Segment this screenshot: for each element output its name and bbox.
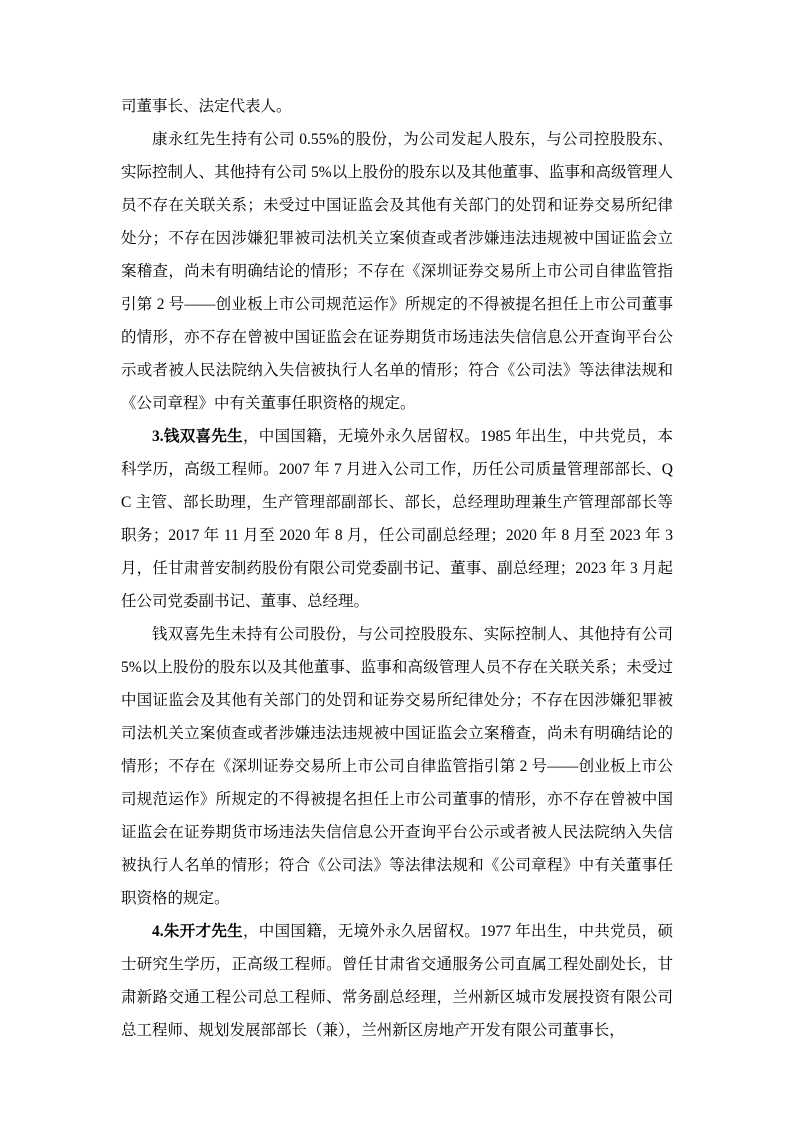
paragraph xyxy=(121,90,673,123)
document-body xyxy=(121,90,673,1047)
paragraph xyxy=(121,915,673,1047)
paragraph-text: 钱双喜先生未持有公司股份，与公司控股股东、实际控制人、其他持有公司5%以上股份的股东以及其他董事、监事和高级管理人员不存在关联关系；未受过中国证监会及其他有关部门的处罚和证券交易所纪律处分；不存在因涉嫌犯罪被司法机关立案侦查或者涉嫌违法违规被中国证监会立案稽查，尚未有明确结论的情形；不存在《深圳证券交易所上市公司自律监管指引第 2 号——创业板上市公司规范运作》所规定的不得被提名担任上市公司董事的情形，亦不存在曾被中国证监会在证券期货市场违法失信信息公开查询平台公示或者被人民法院纳入失信被执行人名单的情形；符合《公司法》等法律法规和《公司章程》中有关董事任职资格的规定。 xyxy=(121,626,673,907)
paragraph-text: 康永红先生持有公司 0.55%的股份，为公司发起人股东，与公司控股股东、实际控制人、其他持有公司 5%以上股份的股东以及其他董事、监事和高级管理人员不存在关联关系；未受过中国证监会及其他有关部门的处罚和证券交易所纪律处分；不存在因涉嫌犯罪被司法机关立案侦查或者涉嫌违法违规被中国证监会立案稽查，尚未有明确结论的情形；不存在《深圳证券交易所上市公司自律监管指引第 2 号——创业板上市公司规范运作》所规定的不得被提名担任上市公司董事的情形，亦不存在曾被中国证监会在证券期货市场违法失信信息公开查询平台公示或者被人民法院纳入失信被执行人名单的情形；符合《公司法》等法律法规和《公司章程》中有关董事任职资格的规定。 xyxy=(121,131,673,412)
paragraph-lead: 3.钱双喜先生 xyxy=(152,428,243,445)
paragraph-text: 司董事长、法定代表人。 xyxy=(121,98,292,115)
paragraph-text: ，中国国籍，无境外永久居留权。1977 年出生，中共党员，硕士研究生学历，正高级工程师。曾任甘肃省交通服务公司直属工程处副处长，甘肃新路交通工程公司总工程师、常务副总经理，兰州新区城市发展投资有限公司总工程师、规划发展部部长（兼），兰州新区房地产开发有限公司董事长， xyxy=(121,923,673,1039)
paragraph xyxy=(121,618,673,915)
paragraph-lead: 4.朱开才先生 xyxy=(152,923,243,940)
paragraph xyxy=(121,420,673,618)
paragraph xyxy=(121,123,673,420)
paragraph-text: ，中国国籍，无境外永久居留权。1985 年出生，中共党员，本科学历，高级工程师。2007 年 7 月进入公司工作，历任公司质量管理部部长、QC 主管、部长助理，生产管理部副部长、部长，总经理助理兼生产管理部部长等职务；2017 年 11 月至 2020 年 8 月，任公司副总经理；2020 年 8 月至 2023 年 3 月，任甘肃普安制药股份有限公司党委副书记、董事、副总经理；2023 年 3 月起任公司党委副书记、董事、总经理。 xyxy=(121,428,673,610)
